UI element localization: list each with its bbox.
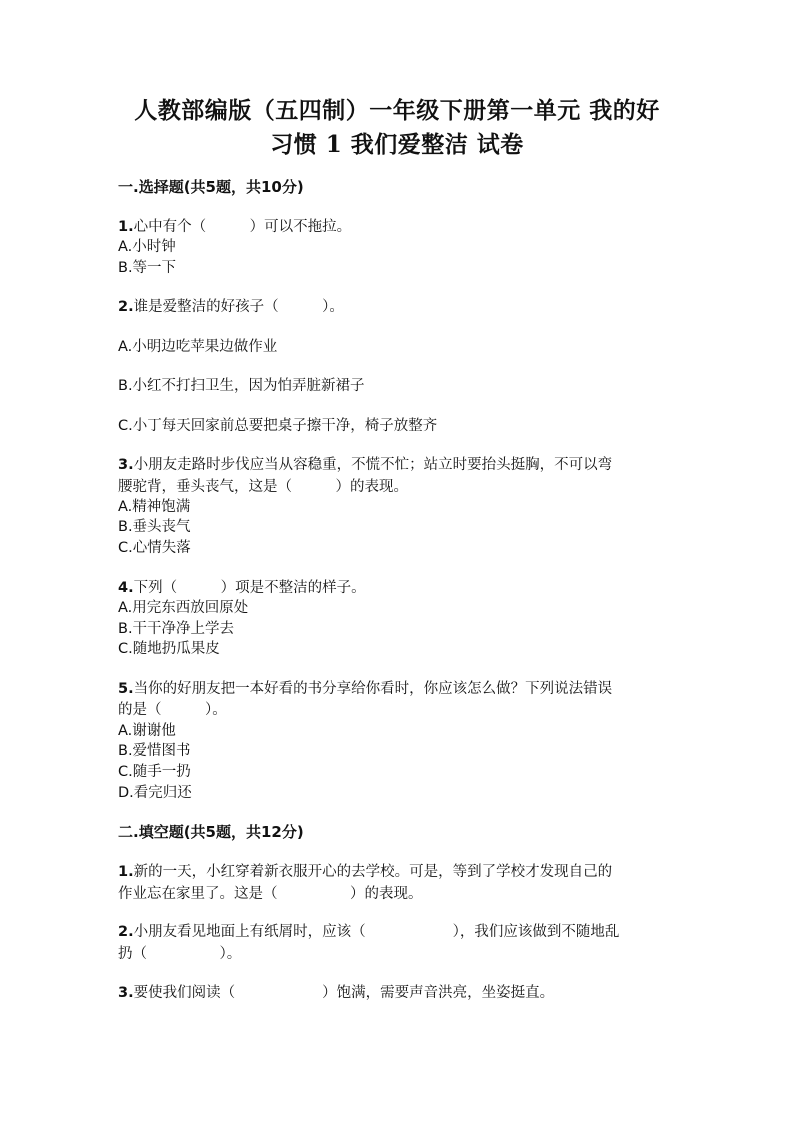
- question-line: [118, 862, 612, 882]
- answer-option: B.干干净净上学去: [118, 621, 235, 637]
- question-number: 4.: [118, 580, 134, 596]
- question-line-continued: 扔（ ）。: [118, 946, 242, 962]
- answer-option: C.小丁每天回家前总要把桌子擦干净，椅子放整齐: [118, 418, 438, 434]
- question-text: 谁是爱整洁的好孩子（ ）。: [133, 299, 344, 315]
- question-text: 心中有个（ ）可以不拖拉。: [133, 219, 352, 235]
- question-text: 下列（ ）项是不整洁的样子。: [133, 580, 366, 596]
- question-number: 3.: [118, 985, 134, 1001]
- question-text: 当你的好朋友把一本好看的书分享给你看时，你应该怎么做？下列说法错误: [133, 681, 613, 697]
- question-number: 1.: [118, 864, 134, 880]
- answer-option: A.精神饱满: [118, 499, 191, 515]
- question-line: [118, 217, 351, 237]
- answer-option: A.谢谢他: [118, 723, 176, 739]
- question-line: [118, 679, 612, 699]
- answer-option: D.看完归还: [118, 785, 192, 801]
- answer-option: A.用完东西放回原处: [118, 600, 249, 616]
- document-title-line1: 人教部编版（五四制）一年级下册第一单元 我的好: [134, 97, 660, 124]
- question-line-continued: 作业忘在家里了。这是（ ）的表现。: [118, 886, 423, 902]
- section-heading-choice: 一.选择题(共5题，共10分): [118, 178, 304, 196]
- question-line: [118, 455, 612, 475]
- question-number: 1.: [118, 219, 134, 235]
- question-number: 3.: [118, 457, 134, 473]
- question-text: 小朋友看见地面上有纸屑时，应该（ ），我们应该做到不随地乱: [133, 924, 620, 940]
- question-line: [118, 578, 366, 598]
- question-text: 要使我们阅读（ ）饱满，需要声音洪亮，坐姿挺直。: [133, 985, 555, 1001]
- answer-option: C.心情失落: [118, 540, 191, 556]
- answer-option: B.等一下: [118, 260, 177, 276]
- question-number: 5.: [118, 681, 134, 697]
- answer-option: B.垂头丧气: [118, 519, 191, 535]
- question-number: 2.: [118, 924, 134, 940]
- question-line-continued: 腰驼背，垂头丧气，这是（ ）的表现。: [118, 479, 408, 495]
- section-heading-fill-blank: 二.填空题(共5题，共12分): [118, 823, 304, 841]
- question-line-continued: 的是（ ）。: [118, 702, 227, 718]
- document-title-line2: 习惯 1 我们爱整洁 试卷: [270, 131, 524, 158]
- answer-option: C.随地扔瓜果皮: [118, 641, 220, 657]
- question-text: 小朋友走路时步伐应当从容稳重，不慌不忙；站立时要抬头挺胸，不可以弯: [133, 457, 613, 473]
- answer-option: B.爱惜图书: [118, 743, 191, 759]
- question-line: [118, 922, 619, 942]
- question-text: 新的一天，小红穿着新衣服开心的去学校。可是，等到了学校才发现自己的: [133, 864, 613, 880]
- answer-option: A.小时钟: [118, 239, 176, 255]
- question-line: [118, 297, 344, 317]
- question-line: [118, 983, 554, 1003]
- answer-option: C.随手一扔: [118, 764, 191, 780]
- question-number: 2.: [118, 299, 134, 315]
- answer-option: A.小明边吃苹果边做作业: [118, 339, 278, 355]
- answer-option: B.小红不打扫卫生，因为怕弄脏新裙子: [118, 378, 365, 394]
